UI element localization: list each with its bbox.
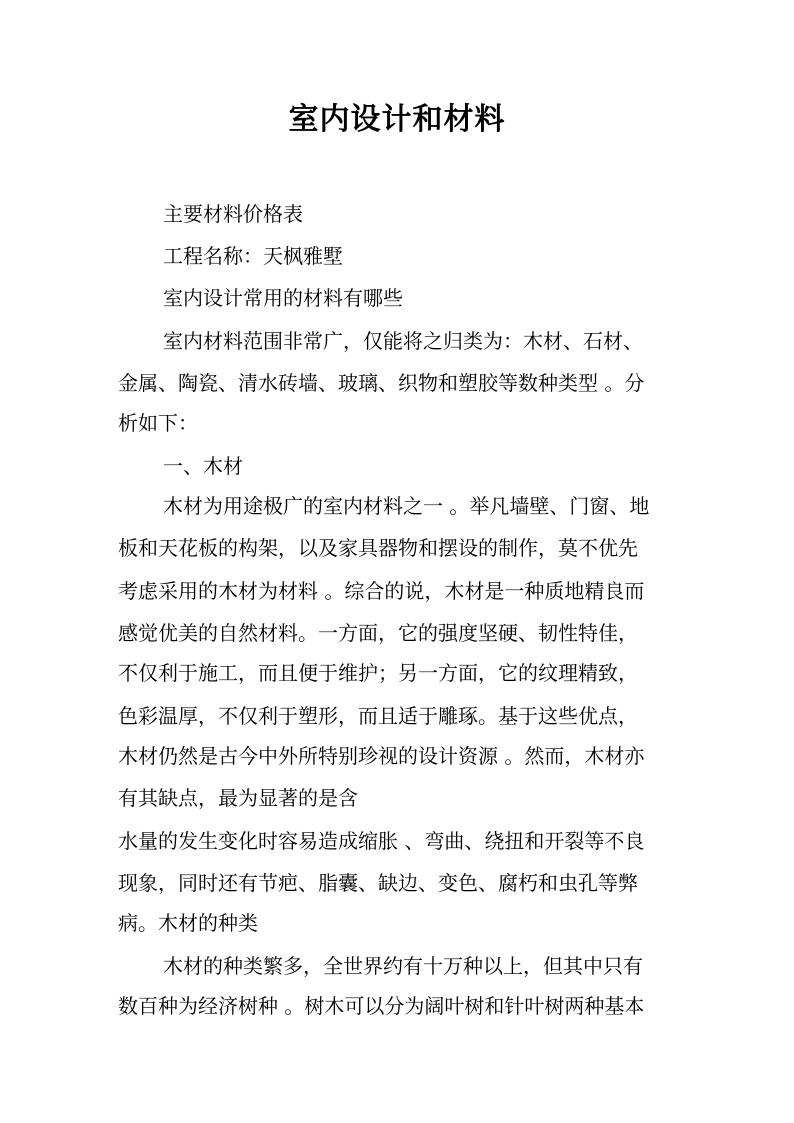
text-line-common-materials-heading: 室内设计常用的材料有哪些 (163, 286, 403, 310)
text-line-paragraph-2-line-4: 感觉优美的自然材料。一方面，它的强度坚硬、韧性特佳， (118, 621, 638, 645)
text-line-paragraph-2-line-3: 考虑采用的木材为材料 。综合的说，木材是一种质地精良而 (118, 579, 645, 603)
text-line-paragraph-2-line-5: 不仅利于施工，而且便于维护；另一方面，它的纹理精致， (118, 661, 638, 685)
text-line-paragraph-1-line-1: 室内材料范围非常广，仅能将之归类为：木材、石材、 (163, 329, 643, 353)
text-line-paragraph-2-line-9: 水量的发生变化时容易造成缩胀 、弯曲、绕扭和开裂等不良 (118, 829, 645, 853)
document-title: 室内设计和材料 (288, 102, 506, 137)
text-line-paragraph-2-line-7: 木材仍然是古今中外所特别珍视的设计资源 。然而，木材亦 (118, 744, 645, 768)
text-line-paragraph-3-line-2: 数百种为经济树种 。树木可以分为阔叶树和针叶树两种基本 (118, 994, 645, 1018)
text-line-paragraph-2-line-6: 色彩温厚，不仅利于塑形，而且适于雕琢。基于这些优点， (118, 704, 638, 728)
section-heading-wood: 一、木材 (163, 454, 243, 478)
text-line-paragraph-2-line-8: 有其缺点，最为显著的是含 (118, 786, 358, 810)
text-line-paragraph-2-line-11: 病。木材的种类 (118, 911, 258, 935)
text-line-paragraph-1-line-3: 析如下： (118, 411, 198, 435)
text-line-paragraph-3-line-1: 木材的种类繁多，全世界约有十万种以上，但其中只有 (163, 954, 643, 978)
text-line-material-price-table: 主要材料价格表 (163, 202, 303, 226)
text-line-project-name: 工程名称：天枫雅墅 (163, 244, 343, 268)
text-line-paragraph-1-line-2: 金属、陶瓷、清水砖墙、玻璃、织物和塑胶等数种类型 。分 (118, 371, 645, 395)
text-line-paragraph-2-line-1: 木材为用途极广的室内材料之一 。举凡墙壁、门窗、地 (163, 494, 650, 518)
text-line-paragraph-2-line-2: 板和天花板的构架，以及家具器物和摆设的制作，莫不优先 (118, 536, 638, 560)
text-line-paragraph-2-line-10: 现象，同时还有节疤、脂囊、缺边、变色、腐朽和虫孔等弊 (118, 871, 638, 895)
